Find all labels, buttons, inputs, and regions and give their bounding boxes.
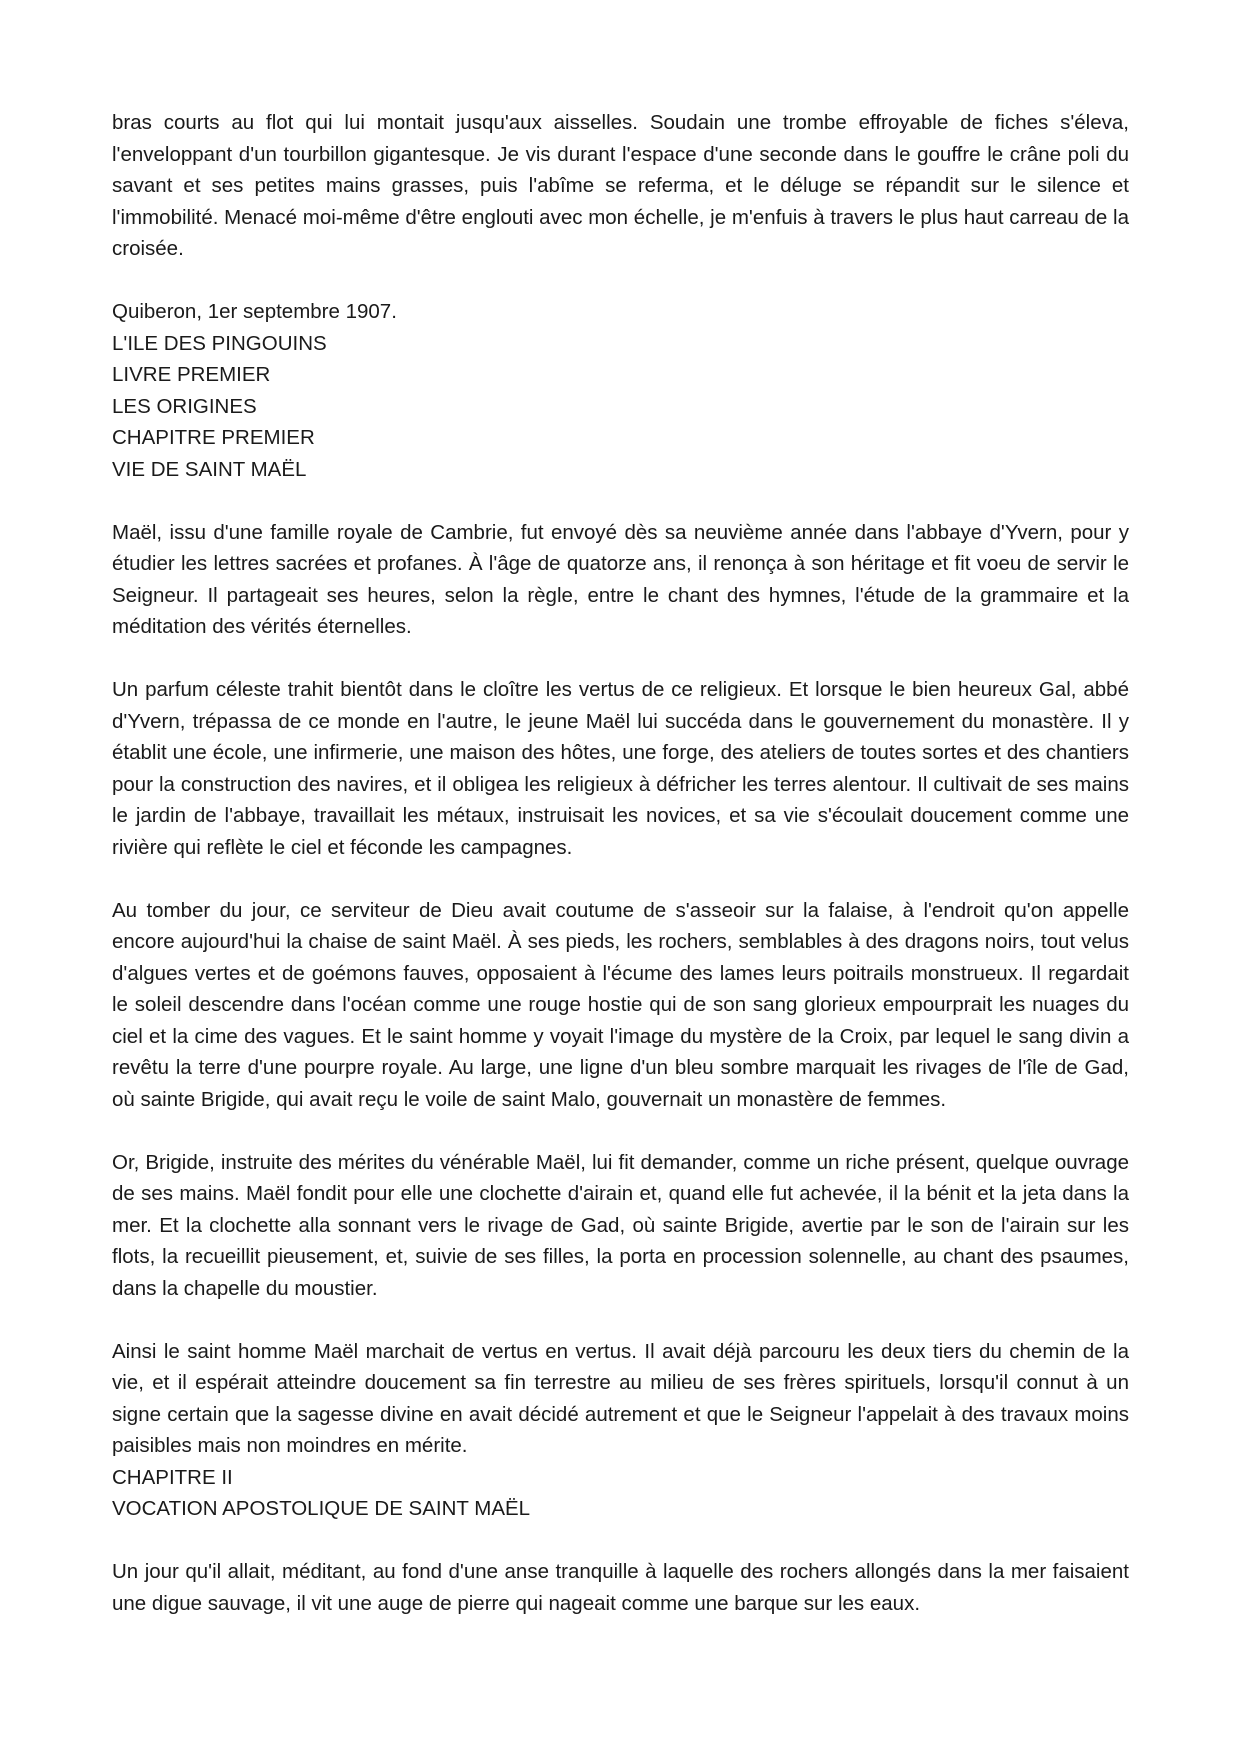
paragraph: Un jour qu'il allait, méditant, au fond d'une anse tranquille à laquelle des rochers allongés dans la mer faisaient une digue sauvage, il vit une auge de pierre qui nageait comme une barque sur les eaux.: [112, 1560, 1129, 1615]
paragraph: Au tomber du jour, ce serviteur de Dieu avait coutume de s'asseoir sur la falaise, à l'endroit qu'on appelle encore aujourd'hui la chaise de saint Maël. À ses pieds, les rochers, semblables à des dragons noirs, tout velus d'algues vertes et de goémons fauves, opposaient à l'écume des lames leurs poitrails monstrueux. Il regardait le soleil descendre dans l'océan comme une rouge hostie qui de son sang glorieux empourprait les nuages du ciel et la cime des vagues. Et le saint homme y voyait l'image du mystère de la Croix, par lequel le sang divin a revêtu la terre d'une pourpre royale. Au large, une ligne d'un bleu sombre marquait les rivages de l'île de Gad, où sainte Brigide, qui avait reçu le voile de saint Malo, gouvernait un monastère de femmes.: [112, 898, 1129, 1111]
paragraph: Ainsi le saint homme Maël marchait de vertus en vertus. Il avait déjà parcouru les deux tiers du chemin de la vie, et il espérait atteindre doucement sa fin terrestre au milieu de ses frères spirituels, lorsqu'il connut à un signe certain que la sagesse divine en avait décidé autrement et que le Seigneur l'appelait à des travaux moins paisibles mais non moindres en mérite.: [112, 1339, 1129, 1457]
paragraph: Or, Brigide, instruite des mérites du vénérable Maël, lui fit demander, comme un riche présent, quelque ouvrage de ses mains. Maël fondit pour elle une clochette d'airain et, quand elle fut achevée, il la bénit et la jeta dans la mer. Et la clochette alla sonnant vers le rivage de Gad, où sainte Brigide, avertie par le son de l'airain sur les flots, la recueillit pieusement, et, suivie de ses filles, la porta en procession solennelle, au chant des psaumes, dans la chapelle du moustier.: [112, 1150, 1129, 1300]
book-title: L'ILE DES PINGOUINS: [112, 331, 327, 355]
paragraph: Maël, issu d'une famille royale de Cambrie, fut envoyé dès sa neuvième année dans l'abbaye d'Yvern, pour y étudier les lettres sacrées et profanes. À l'âge de quatorze ans, il renonça à son héritage et fit voeu de servir le Seigneur. Il partageait ses heures, selon la règle, entre le chant des hymnes, l'étude de la grammaire et la méditation des vérités éternelles.: [112, 520, 1129, 638]
book-part: LIVRE PREMIER: [112, 363, 271, 386]
chapter-title: VIE DE SAINT MAËL: [112, 457, 307, 481]
dateline: Quiberon, 1er septembre 1907.: [112, 300, 397, 323]
chapter-label: CHAPITRE PREMIER: [112, 426, 315, 449]
opening-paragraph: bras courts au flot qui lui montait jusqu'aux aisselles. Soudain une trombe effroyable de fiches s'éleva, l'enveloppant d'un tourbillon gigantesque. Je vis durant l'espace d'une seconde dans le gouffre le crâne poli du savant et ses petites mains grasses, puis l'abîme se referma, et le déluge se répandit sur le silence et l'immobilité. Menacé moi-même d'être englouti avec mon échelle, je m'enfuis à travers le plus haut carreau de la croisée.: [112, 111, 1129, 260]
part-title: LES ORIGINES: [112, 394, 257, 418]
chapter2-heading: [112, 1462, 1129, 1525]
document-page: [112, 107, 1129, 1651]
chapter-title: VOCATION APOSTOLIQUE DE SAINT MAËL: [112, 1497, 531, 1520]
chapter-label: CHAPITRE II: [112, 1465, 233, 1489]
title-block: [112, 296, 1129, 485]
paragraph: Un parfum céleste trahit bientôt dans le cloître les vertus de ce religieux. Et lorsque le bien heureux Gal, abbé d'Yvern, trépassa de ce monde en l'autre, le jeune Maël lui succéda dans le gouvernement du monastère. Il y établit une école, une infirmerie, une maison des hôtes, une forge, des ateliers de toutes sortes et des chantiers pour la construction des navires, et il obligea les religieux à défricher les terres alentour. Il cultivait de ses mains le jardin de l'abbaye, travaillait les métaux, instruisait les novices, et sa vie s'écoulait doucement comme une rivière qui reflète le ciel et féconde les campagnes.: [112, 678, 1129, 859]
